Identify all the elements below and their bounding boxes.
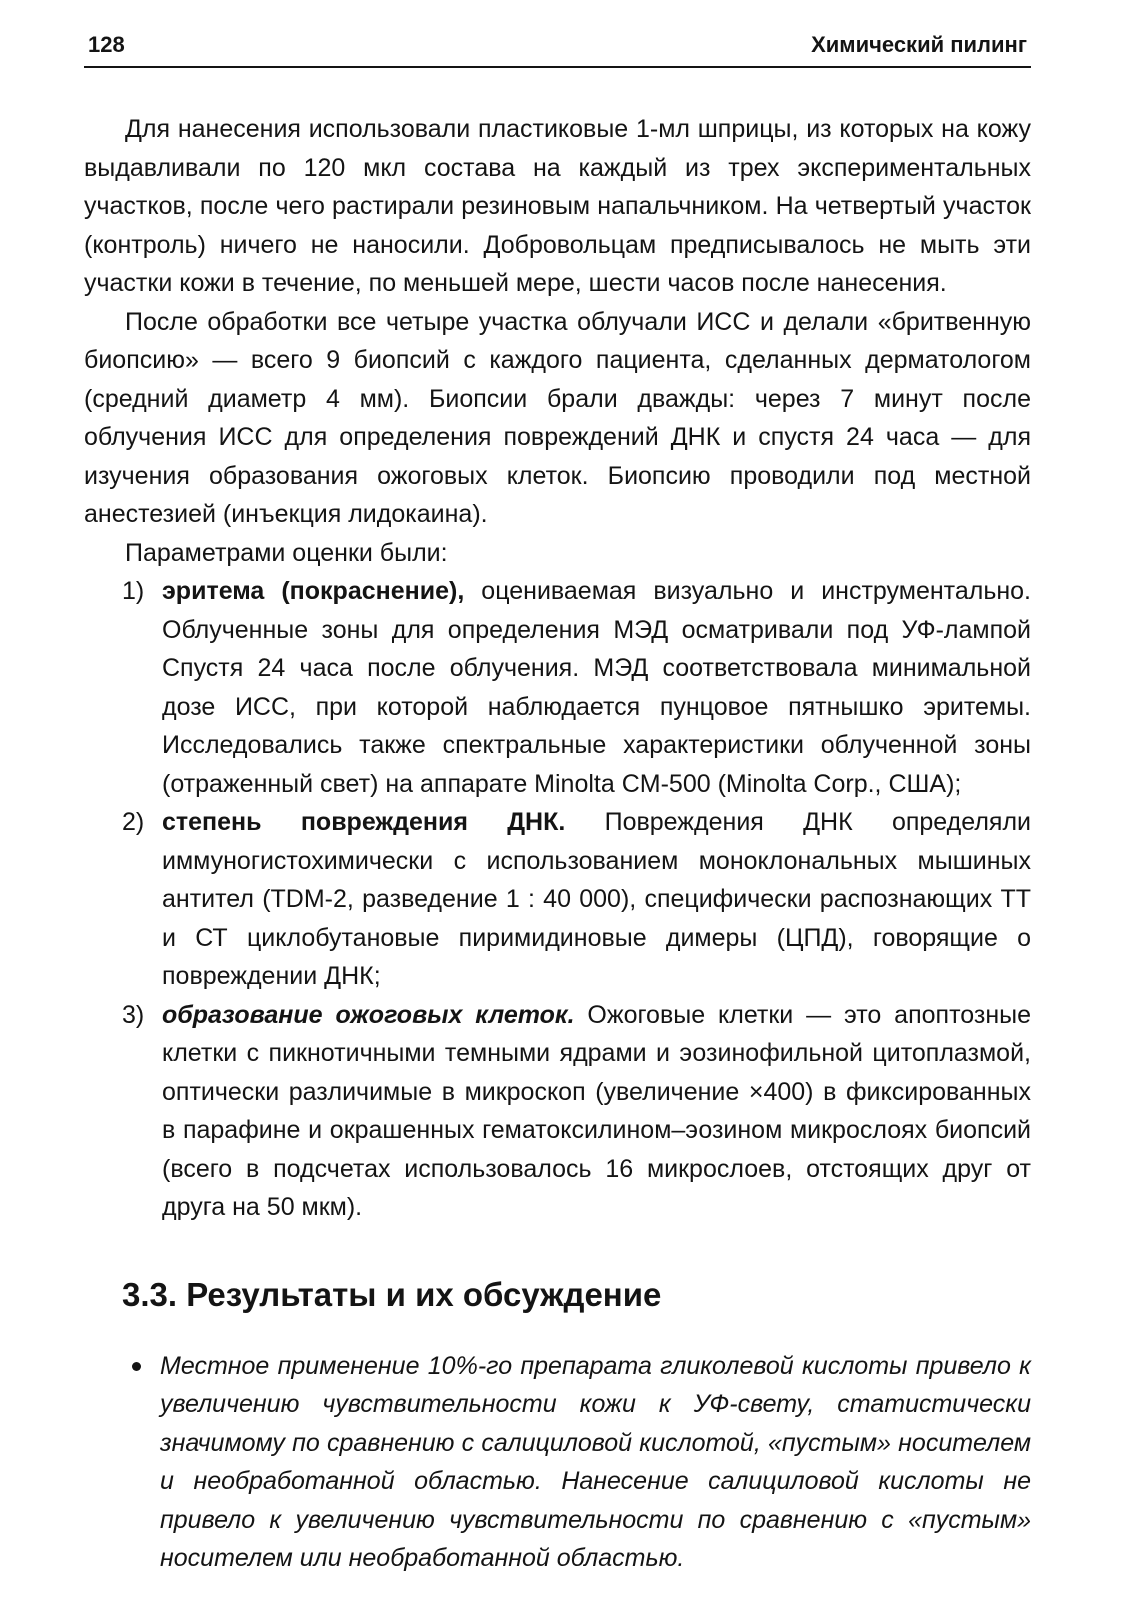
running-title: Химический пилинг xyxy=(811,32,1027,57)
page-number: 128 xyxy=(88,32,125,57)
list-item xyxy=(84,803,1031,996)
list-term: степень повреждения ДНК. xyxy=(162,808,566,836)
page-header xyxy=(84,32,1031,68)
list-item xyxy=(84,996,1031,1227)
list-term: образование ожоговых клеток. xyxy=(162,1000,575,1029)
bullet-item xyxy=(84,1347,1031,1578)
bullet-dot-icon xyxy=(132,1362,141,1371)
parameters-list xyxy=(84,572,1031,1227)
section-heading: 3.3. Результаты и их обсуждение xyxy=(122,1275,662,1313)
list-text: Ожоговые клетки — это апоптозные клетки с пикнотичными темными ядрами и эозинофильной цитоплазмой, оптически различимые в микроскоп (увеличение ×400) в фиксированных в парафине и окрашенных гематоксилином–эозином микрослоях биопсий (всего в подсчетах использовалось 16 микрослоев, отстоящих друг от друга на 50 мкм). xyxy=(162,1000,1031,1221)
bullet-text: Местное применение 10%-го препарата гликолевой кислоты привело к увеличению чувствительности кожи к УФ-свету, статистически значимому по сравнению с салициловой кислотой, «пустым» носителем и необработанной областью. Нанесение салициловой кислоты не привело к увеличению чувствительности по сравнению с «пустым» носителем или необработанной областью. xyxy=(160,1351,1031,1572)
list-number: 1) xyxy=(122,577,145,605)
list-item xyxy=(84,572,1031,803)
paragraph-1: Для нанесения использовали пластиковые 1-мл шприцы, из которых на кожу выдавливали по 120 мкл состава на каждый из трех экспериментальных участков, после чего растирали резиновым напальчником. На четвертый участок (контроль) ничего не наносили. Добровольцам предписывалось не мыть эти участки кожи в течение, по меньшей мере, шести часов после нанесения. xyxy=(84,115,1031,297)
list-text: Повреждения ДНК определяли иммуногистохимически с использованием моноклональных мышиных антител (TDM-2, разведение 1 : 40 000), специфически распознающих ТТ и СТ циклобутановые пиримидиновые димеры (ЦПД), говорящие о повреждении ДНК; xyxy=(162,808,1031,990)
body-text xyxy=(84,110,1031,1227)
paragraph-2: После обработки все четыре участка облучали ИСС и делали «бритвенную биопсию» — всего 9 биопсий с каждого пациента, сделанных дерматологом (средний диаметр 4 мм). Биопсии брали дважды: через 7 минут после облучения ИСС для определения повреждений ДНК и спустя 24 часа — для изучения образования ожоговых клеток. Биопсию проводили под местной анестезией (инъекция лидокаина). xyxy=(84,307,1031,528)
list-number: 2) xyxy=(122,808,145,836)
list-number: 3) xyxy=(122,1000,145,1029)
results-bullets xyxy=(84,1347,1031,1578)
list-text: оцениваемая визуально и инструментально. Облученные зоны для определения МЭД осматривали под УФ-лампой Спустя 24 часа после облучения. МЭД соответствовала минимальной дозе ИСС, при которой наблюдается пунцовое пятнышко эритемы. Исследовались также спектральные характеристики облученной зоны (отраженный свет) на аппарате Minolta CM-500 (Minolta Corp., США); xyxy=(162,577,1031,798)
paragraph-3: Параметрами оценки были: xyxy=(125,538,448,567)
list-term: эритема (покраснение), xyxy=(162,577,465,605)
